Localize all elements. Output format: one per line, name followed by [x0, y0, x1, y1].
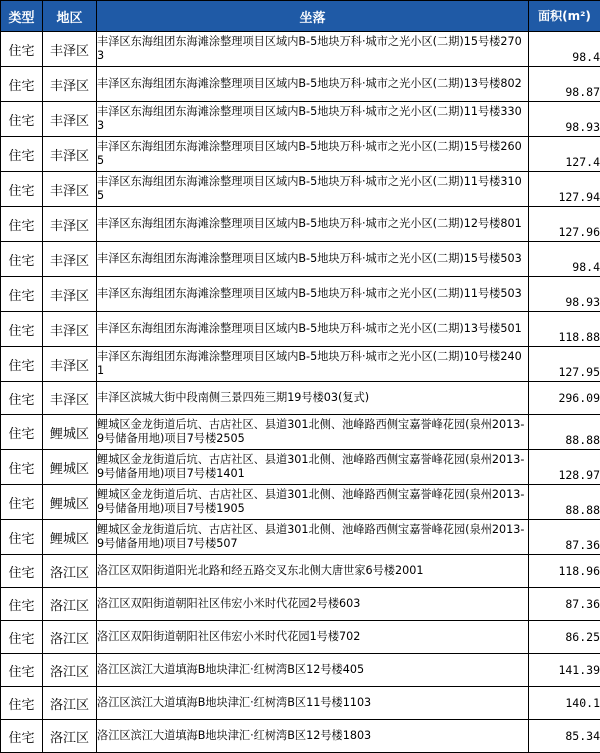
address-cell: 洛江区滨江大道填海B地块津汇·红树湾B区12号楼405 [97, 654, 529, 687]
address-cell: 丰泽区东海组团东海滩涂整理项目区域内B-5地块万科·城市之光小区(二期)15号楼503 [97, 242, 529, 277]
district-cell: 丰泽区 [43, 347, 97, 382]
district-cell: 丰泽区 [43, 312, 97, 347]
address-cell: 丰泽区东海组团东海滩涂整理项目区域内B-5地块万科·城市之光小区(二期)11号楼3303 [97, 102, 529, 137]
address-cell: 丰泽区东海组团东海滩涂整理项目区域内B-5地块万科·城市之光小区(二期)11号楼3105 [97, 172, 529, 207]
district-cell: 鲤城区 [43, 415, 97, 450]
area-cell: 85.34 [529, 720, 600, 753]
area-cell: 141.39 [529, 654, 600, 687]
area-cell: 127.4 [529, 137, 600, 172]
table-row [1, 588, 600, 621]
header-area [529, 1, 600, 32]
header-type: 类型 [1, 1, 43, 32]
type-cell: 住宅 [1, 347, 43, 382]
type-cell: 住宅 [1, 520, 43, 555]
area-cell: 127.95 [529, 347, 600, 382]
district-cell: 鲤城区 [43, 485, 97, 520]
address-cell: 丰泽区东海组团东海滩涂整理项目区域内B-5地块万科·城市之光小区(二期)13号楼501 [97, 312, 529, 347]
type-cell: 住宅 [1, 172, 43, 207]
header-address: 坐落 [97, 1, 529, 32]
type-cell: 住宅 [1, 137, 43, 172]
type-cell: 住宅 [1, 485, 43, 520]
district-cell: 洛江区 [43, 654, 97, 687]
district-cell: 丰泽区 [43, 242, 97, 277]
area-cell: 118.96 [529, 555, 600, 588]
table-row [1, 555, 600, 588]
area-cell: 88.88 [529, 415, 600, 450]
table-row [1, 312, 600, 347]
table-row [1, 102, 600, 137]
type-cell: 住宅 [1, 277, 43, 312]
area-cell: 98.93 [529, 102, 600, 137]
area-cell: 296.09 [529, 382, 600, 415]
area-cell: 127.96 [529, 207, 600, 242]
district-cell: 丰泽区 [43, 32, 97, 67]
type-cell: 住宅 [1, 450, 43, 485]
table-row [1, 520, 600, 555]
table-row [1, 242, 600, 277]
district-cell: 洛江区 [43, 621, 97, 654]
type-cell: 住宅 [1, 588, 43, 621]
area-cell: 87.36 [529, 520, 600, 555]
area-cell: 140.1 [529, 687, 600, 720]
table-row [1, 720, 600, 753]
address-cell: 鲤城区金龙街道后坑、古店社区、县道301北侧、池峰路西侧宝嘉誉峰花园(泉州2013-9号储备用地)项目7号楼507 [97, 520, 529, 555]
address-cell: 洛江区双阳街道朝阳社区伟宏小米时代花园1号楼702 [97, 621, 529, 654]
type-cell: 住宅 [1, 32, 43, 67]
table-row [1, 137, 600, 172]
area-cell: 98.4 [529, 242, 600, 277]
type-cell: 住宅 [1, 207, 43, 242]
address-cell: 丰泽区东海组团东海滩涂整理项目区域内B-5地块万科·城市之光小区(二期)10号楼2401 [97, 347, 529, 382]
district-cell: 丰泽区 [43, 207, 97, 242]
address-cell: 丰泽区东海组团东海滩涂整理项目区域内B-5地块万科·城市之光小区(二期)15号楼2605 [97, 137, 529, 172]
table-row [1, 621, 600, 654]
address-cell: 丰泽区东海组团东海滩涂整理项目区域内B-5地块万科·城市之光小区(二期)15号楼2703 [97, 32, 529, 67]
address-cell: 鲤城区金龙街道后坑、古店社区、县道301北侧、池峰路西侧宝嘉誉峰花园(泉州2013-9号储备用地)项目7号楼2505 [97, 415, 529, 450]
type-cell: 住宅 [1, 382, 43, 415]
type-cell: 住宅 [1, 415, 43, 450]
address-cell: 鲤城区金龙街道后坑、古店社区、县道301北侧、池峰路西侧宝嘉誉峰花园(泉州2013-9号储备用地)项目7号楼1905 [97, 485, 529, 520]
type-cell: 住宅 [1, 67, 43, 102]
district-cell: 丰泽区 [43, 382, 97, 415]
district-cell: 丰泽区 [43, 102, 97, 137]
area-cell: 98.93 [529, 277, 600, 312]
table-row [1, 277, 600, 312]
type-cell: 住宅 [1, 720, 43, 753]
table-row [1, 172, 600, 207]
header-area-label: 面积(m²) [529, 10, 600, 23]
address-cell: 丰泽区东海组团东海滩涂整理项目区域内B-5地块万科·城市之光小区(二期)12号楼801 [97, 207, 529, 242]
table-row [1, 207, 600, 242]
table-row [1, 485, 600, 520]
address-cell: 鲤城区金龙街道后坑、古店社区、县道301北侧、池峰路西侧宝嘉誉峰花园(泉州2013-9号储备用地)项目7号楼1401 [97, 450, 529, 485]
table-row [1, 32, 600, 67]
table-row [1, 687, 600, 720]
table-row [1, 654, 600, 687]
address-cell: 丰泽区滨城大街中段南侧三景四苑三期19号楼03(复式) [97, 382, 529, 415]
district-cell: 丰泽区 [43, 172, 97, 207]
area-cell: 86.25 [529, 621, 600, 654]
type-cell: 住宅 [1, 654, 43, 687]
type-cell: 住宅 [1, 555, 43, 588]
district-cell: 鲤城区 [43, 450, 97, 485]
address-cell: 洛江区双阳街道朝阳社区伟宏小米时代花园2号楼603 [97, 588, 529, 621]
type-cell: 住宅 [1, 102, 43, 137]
area-cell: 87.36 [529, 588, 600, 621]
district-cell: 丰泽区 [43, 67, 97, 102]
table-body [1, 32, 600, 753]
district-cell: 洛江区 [43, 555, 97, 588]
table-row [1, 382, 600, 415]
address-cell: 丰泽区东海组团东海滩涂整理项目区域内B-5地块万科·城市之光小区(二期)11号楼503 [97, 277, 529, 312]
district-cell: 丰泽区 [43, 137, 97, 172]
address-cell: 洛江区滨江大道填海B地块津汇·红树湾B区11号楼1103 [97, 687, 529, 720]
type-cell: 住宅 [1, 312, 43, 347]
table-row [1, 67, 600, 102]
type-cell: 住宅 [1, 687, 43, 720]
table-row [1, 450, 600, 485]
district-cell: 丰泽区 [43, 277, 97, 312]
header-row [1, 1, 600, 32]
table-row [1, 347, 600, 382]
district-cell: 洛江区 [43, 687, 97, 720]
area-cell: 98.4 [529, 32, 600, 67]
address-cell: 洛江区滨江大道填海B地块津汇·红树湾B区12号楼1803 [97, 720, 529, 753]
area-cell: 128.97 [529, 450, 600, 485]
area-cell: 88.88 [529, 485, 600, 520]
district-cell: 洛江区 [43, 588, 97, 621]
district-cell: 洛江区 [43, 720, 97, 753]
table-row [1, 415, 600, 450]
header-district: 地区 [43, 1, 97, 32]
type-cell: 住宅 [1, 621, 43, 654]
type-cell: 住宅 [1, 242, 43, 277]
area-cell: 118.88 [529, 312, 600, 347]
area-cell: 98.87 [529, 67, 600, 102]
district-cell: 鲤城区 [43, 520, 97, 555]
address-cell: 丰泽区东海组团东海滩涂整理项目区域内B-5地块万科·城市之光小区(二期)13号楼802 [97, 67, 529, 102]
area-cell: 127.94 [529, 172, 600, 207]
address-cell: 洛江区双阳街道阳光北路和经五路交叉东北侧大唐世家6号楼2001 [97, 555, 529, 588]
